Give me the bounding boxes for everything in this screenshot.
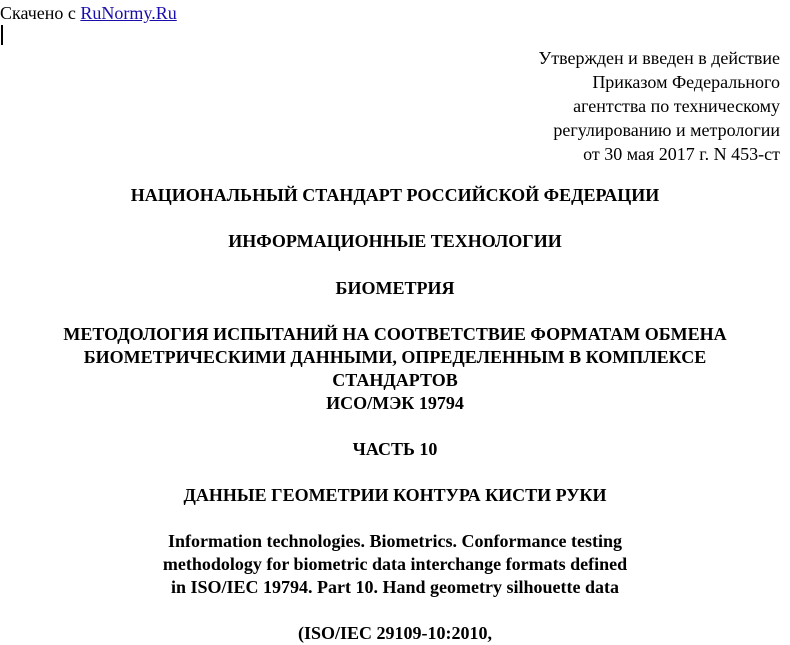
approval-line: агентства по техническому (573, 96, 780, 116)
methodology-line: ИСО/МЭК 19794 (326, 393, 464, 413)
part-title: ДАННЫЕ ГЕОМЕТРИИ КОНТУРА КИСТИ РУКИ (183, 485, 607, 505)
standard-title: НАЦИОНАЛЬНЫЙ СТАНДАРТ РОССИЙСКОЙ ФЕДЕРАЦИИ (130, 185, 660, 205)
text-cursor (1, 25, 3, 45)
approval-line: Приказом Федерального (592, 72, 780, 92)
iso-reference: (ISO/IEC 29109-10:2010, (297, 623, 492, 643)
approval-line: регулированию и метрологии (553, 120, 780, 140)
english-title-line: Information technologies. Biometrics. Conformance testing (168, 531, 622, 551)
source-line (0, 2, 177, 24)
methodology-line: СТАНДАРТОВ (332, 370, 458, 390)
english-title-line: in ISO/IEC 19794. Part 10. Hand geometry silhouette data (171, 577, 619, 597)
subject-heading: БИОМЕТРИЯ (335, 278, 455, 298)
area-heading: ИНФОРМАЦИОННЫЕ ТЕХНОЛОГИИ (228, 231, 562, 251)
source-prefix: Скачено с (0, 3, 81, 23)
approval-line: Утвержден и введен в действие (538, 48, 780, 68)
approval-line: от 30 мая 2017 г. N 453-ст (583, 144, 780, 164)
part-heading: ЧАСТЬ 10 (352, 439, 438, 459)
english-title (0, 530, 790, 599)
methodology-line: БИОМЕТРИЧЕСКИМИ ДАННЫМИ, ОПРЕДЕЛЕННЫМ В КОМПЛЕКСЕ (83, 347, 707, 367)
methodology-line: МЕТОДОЛОГИЯ ИСПЫТАНИЙ НА СООТВЕТСТВИЕ ФОРМАТАМ ОБМЕНА (63, 324, 727, 344)
source-link[interactable]: RuNormy.Ru (80, 3, 177, 23)
english-title-line: methodology for biometric data interchange formats defined (162, 554, 628, 574)
approval-block (538, 46, 780, 166)
methodology-heading (0, 323, 790, 415)
